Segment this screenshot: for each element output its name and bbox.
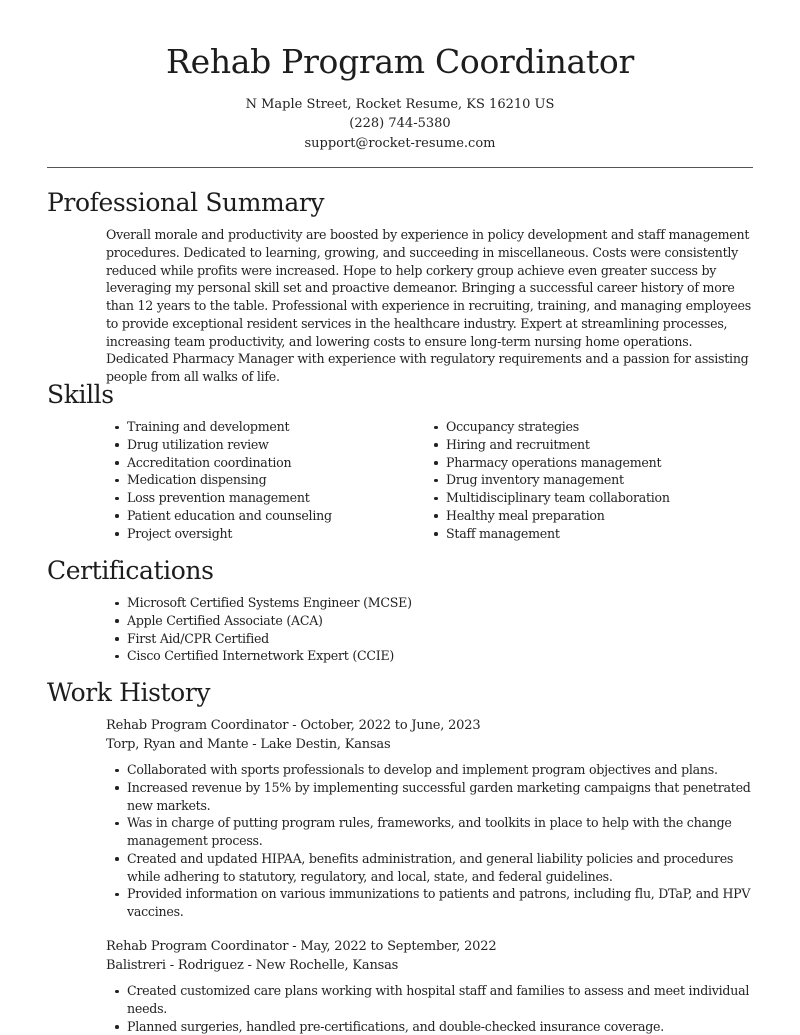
job-title-dates: Rehab Program Coordinator - May, 2022 to September, 2022 [106,939,497,954]
job-bullet: Increased revenue by 15% by implementing successful garden marketing campaigns that penetrated new markets. [106,779,756,815]
skills-list-left [106,418,426,542]
job-entry [106,716,756,921]
section-title-certifications: Certifications [47,556,214,585]
skills-list-right [425,418,755,542]
skill-item: Medication dispensing [106,471,426,489]
job-bullet: Planned surgeries, handled pre-certifications, and double-checked insurance coverage. [106,1018,756,1035]
skill-item: Multidisciplinary team collaboration [425,489,755,507]
job-bullet: Created customized care plans working with hospital staff and families to assess and meet individual needs. [106,982,756,1018]
certification-item: Microsoft Certified Systems Engineer (MCSE) [106,594,746,612]
job-bullet: Created and updated HIPAA, benefits administration, and general liability policies and procedures while adhering to statutory, regulatory, and local, state, and federal guidelines. [106,850,756,886]
skill-item: Accreditation coordination [106,454,426,472]
skill-item: Loss prevention management [106,489,426,507]
section-title-work-history: Work History [47,678,211,707]
address: N Maple Street, Rocket Resume, KS 16210 US [245,97,555,112]
skill-item: Hiring and recruitment [425,436,755,454]
skill-item: Occupancy strategies [425,418,755,436]
skill-item: Drug utilization review [106,436,426,454]
skill-item: Project oversight [106,525,426,543]
skill-item: Pharmacy operations management [425,454,755,472]
section-title-summary: Professional Summary [47,188,325,217]
job-title-dates: Rehab Program Coordinator - October, 2022 to June, 2023 [106,718,481,733]
summary-text: Overall morale and productivity are boosted by experience in policy development and staff management procedures. Dedicated to learning, growing, and succeeding in miscellaneous. Costs were consistently reduced while profits were increased. Hope to help corkery group achieve even greater success by leveraging my personal skill set and proactive demeanor. Bringing a successful career history of more than 12 years to the table. Professional with experience in recruiting, training, and managing employees to provide exceptional resident services in the healthcare industry. Expert at streamlining processes, increasing team productivity, and lowering costs to ensure long-term nursing home operations. Dedicated Pharmacy Manager with experience with regulatory requirements and a passion for assisting people from all walks of life. [106,227,751,384]
certification-item: Cisco Certified Internetwork Expert (CCIE) [106,647,746,665]
job-bullets [106,982,756,1035]
certification-item: Apple Certified Associate (ACA) [106,612,746,630]
job-company-location: Torp, Ryan and Mante - Lake Destin, Kansas [106,737,391,752]
certification-item: First Aid/CPR Certified [106,630,746,648]
certifications-list [106,594,746,665]
phone: (228) 744-5380 [349,116,451,132]
header-divider [47,167,753,168]
skill-item: Staff management [425,525,755,543]
candidate-name: Rehab Program Coordinator [166,42,634,81]
skill-item: Training and development [106,418,426,436]
contact-info [0,95,800,153]
job-entry [106,937,756,1035]
section-title-skills: Skills [47,380,114,409]
skill-item: Patient education and counseling [106,507,426,525]
email: support@rocket-resume.com [304,135,496,151]
job-bullets [106,761,756,921]
skill-item: Drug inventory management [425,471,755,489]
job-company-location: Balistreri - Rodriguez - New Rochelle, Kansas [106,958,399,973]
resume-header [0,0,800,153]
job-bullet: Collaborated with sports professionals to develop and implement program objectives and plans. [106,761,756,779]
skill-item: Healthy meal preparation [425,507,755,525]
job-bullet: Provided information on various immunizations to patients and patrons, including flu, DTaP, and HPV vaccines. [106,885,756,921]
job-bullet: Was in charge of putting program rules, frameworks, and toolkits in place to help with the change management process. [106,814,756,850]
